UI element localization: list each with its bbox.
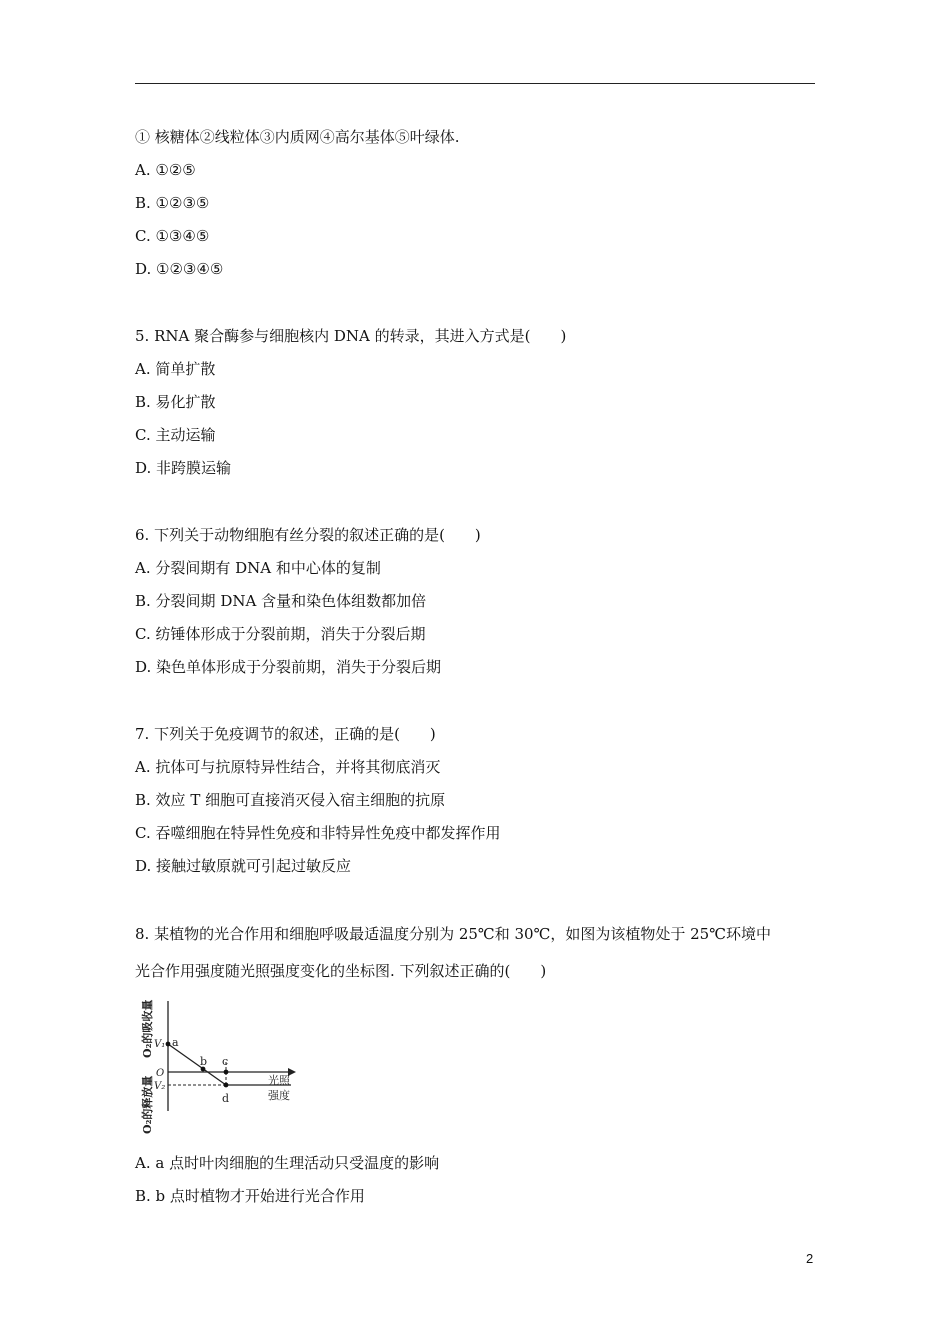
point-d-label: d	[222, 1092, 230, 1105]
q6-option-c: C. 纺锤体形成于分裂前期，消失于分裂后期	[135, 625, 426, 643]
origin-label: O	[156, 1068, 165, 1079]
q7-option-b: B. 效应 T 细胞可直接消灭侵入宿主细胞的抗原	[135, 791, 446, 809]
point-a-dot	[166, 1042, 171, 1047]
q7-option-a: A. 抗体可与抗原特异性结合，并将其彻底消灭	[135, 758, 441, 776]
q5-option-b: B. 易化扩散	[135, 393, 216, 411]
q4-stem: ① 核糖体②线粒体③内质网④高尔基体⑤叶绿体.	[135, 128, 460, 146]
q5-option-c: C. 主动运输	[135, 426, 216, 444]
q6-option-d: D. 染色单体形成于分裂前期，消失于分裂后期	[135, 658, 442, 676]
y-axis-bottom-label: O₂的释放量	[141, 1075, 154, 1134]
q4-option-b: B. ①②③⑤	[135, 194, 210, 212]
photosynthesis-figure	[133, 996, 313, 1141]
q4-option-a: A. ①②⑤	[135, 161, 196, 179]
point-d-dot	[224, 1083, 229, 1088]
y-axis-top-label: O₂的吸收量	[141, 999, 154, 1058]
q7-option-c: C. 吞噬细胞在特异性免疫和非特异性免疫中都发挥作用	[135, 824, 501, 842]
point-a-label: a	[172, 1036, 179, 1049]
q5-stem: 5. RNA 聚合酶参与细胞核内 DNA 的转录，其进入方式是( )	[135, 327, 567, 345]
x-axis-label-1: 光照	[268, 1074, 290, 1087]
q8-stem-line1: 8. 某植物的光合作用和细胞呼吸最适温度分别为 25℃和 30℃，如图为该植物处于 25℃环境中	[135, 925, 771, 943]
response-curve	[168, 1044, 229, 1085]
q5-option-a: A. 简单扩散	[135, 360, 216, 378]
q7-stem: 7. 下列关于免疫调节的叙述，正确的是( )	[135, 725, 436, 743]
point-c-label: c	[222, 1055, 229, 1068]
page-number: 2	[806, 1251, 814, 1266]
header-rule	[135, 83, 815, 84]
q8-option-a: A. a 点时叶肉细胞的生理活动只受温度的影响	[135, 1154, 440, 1172]
q4-option-d: D. ①②③④⑤	[135, 260, 224, 278]
x-axis-label-2: 强度	[268, 1089, 290, 1102]
q6-option-b: B. 分裂间期 DNA 含量和染色体组数都加倍	[135, 592, 427, 610]
q5-option-d: D. 非跨膜运输	[135, 459, 232, 477]
q6-option-a: A. 分裂间期有 DNA 和中心体的复制	[135, 559, 381, 577]
q8-stem-line2: 光合作用强度随光照强度变化的坐标图. 下列叙述正确的( )	[135, 962, 547, 980]
point-b-label: b	[200, 1055, 208, 1068]
q4-option-c: C. ①③④⑤	[135, 227, 210, 245]
q8-option-b: B. b 点时植物才开始进行光合作用	[135, 1187, 365, 1205]
q6-stem: 6. 下列关于动物细胞有丝分裂的叙述正确的是( )	[135, 526, 481, 544]
v1-label: V₁	[154, 1039, 166, 1050]
point-c-dot	[224, 1070, 229, 1075]
q7-option-d: D. 接触过敏原就可引起过敏反应	[135, 857, 352, 875]
v2-label: V₂	[154, 1081, 166, 1092]
